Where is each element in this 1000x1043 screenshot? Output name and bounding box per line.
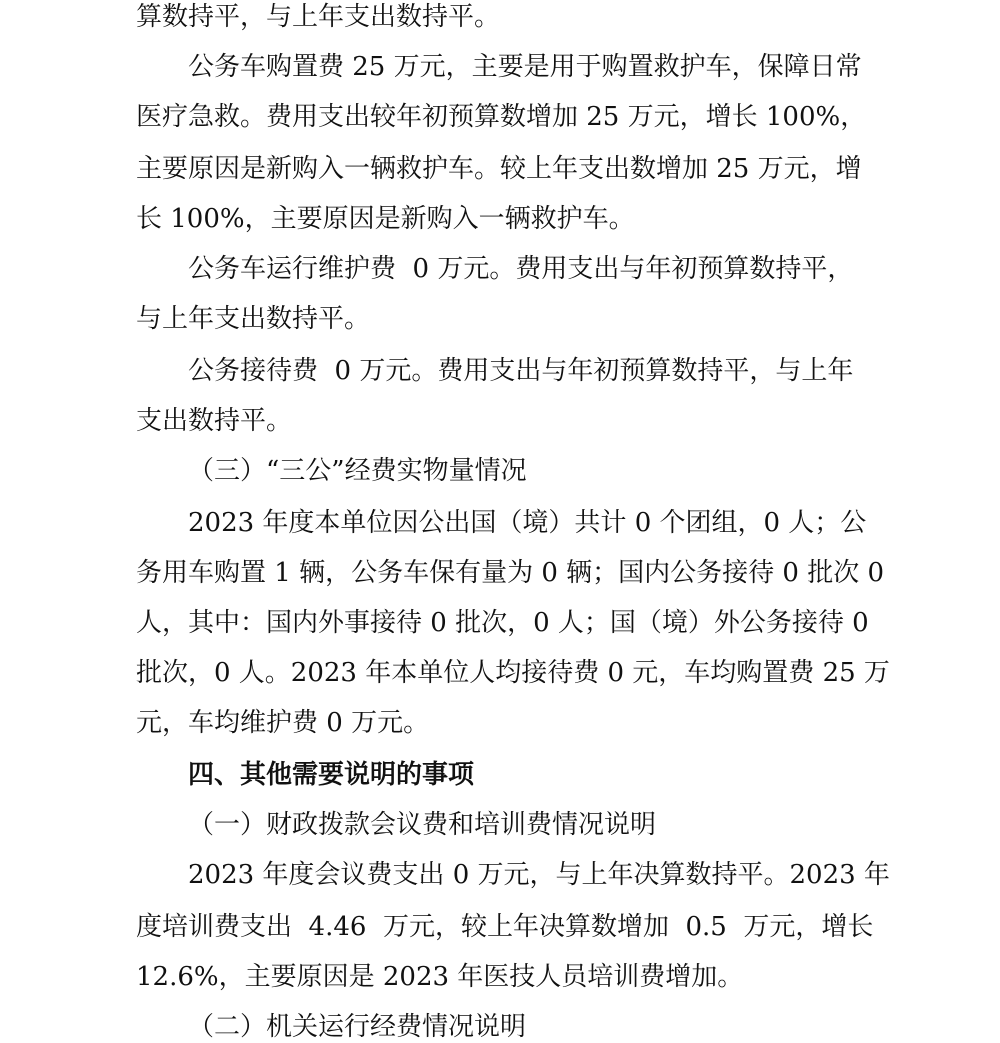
paragraph-vehicle-maintenance: 公务车运行维护费 0 万元。费用支出与年初预算数持平， — [188, 254, 854, 284]
subheading-san-gong: （三）“三公”经费实物量情况 — [188, 456, 527, 486]
paragraph-reception: 公务接待费 0 万元。费用支出与年初预算数持平，与上年 — [188, 356, 854, 386]
text-line: 与上年支出数持平。 — [136, 304, 371, 334]
subheading-meeting-training: （一）财政拨款会议费和培训费情况说明 — [188, 810, 657, 840]
subheading-operating-expenses: （二）机关运行经费情况说明 — [188, 1012, 527, 1042]
text-line: 人，其中：国内外事接待 0 批次，0 人；国（境）外公务接待 0 — [136, 608, 869, 638]
text-line: 算数持平，与上年支出数持平。 — [136, 2, 501, 32]
text-line: 批次，0 人。2023 年本单位人均接待费 0 元，车均购置费 25 万 — [136, 658, 890, 688]
section-heading-other-matters: 四、其他需要说明的事项 — [188, 760, 475, 790]
text-line: 支出数持平。 — [136, 406, 293, 436]
text-line: 主要原因是新购入一辆救护车。较上年支出数增加 25 万元，增 — [136, 154, 862, 184]
text-line: 12.6%，主要原因是 2023 年医技人员培训费增加。 — [136, 962, 744, 992]
text-line: 长 100%，主要原因是新购入一辆救护车。 — [136, 204, 635, 234]
paragraph-vehicle-purchase: 公务车购置费 25 万元，主要是用于购置救护车，保障日常 — [188, 52, 862, 82]
text-line: 医疗急救。费用支出较年初预算数增加 25 万元，增长 100%， — [136, 102, 867, 132]
paragraph-meeting-training: 2023 年度会议费支出 0 万元，与上年决算数持平。2023 年 — [188, 860, 890, 890]
paragraph-physical-quantity: 2023 年度本单位因公出国（境）共计 0 个团组，0 人；公 — [188, 508, 867, 538]
text-line: 度培训费支出 4.46 万元，较上年决算数增加 0.5 万元，增长 — [136, 912, 874, 942]
text-line: 务用车购置 1 辆，公务车保有量为 0 辆；国内公务接待 0 批次 0 — [136, 558, 885, 588]
text-line: 元，车均维护费 0 万元。 — [136, 708, 430, 738]
